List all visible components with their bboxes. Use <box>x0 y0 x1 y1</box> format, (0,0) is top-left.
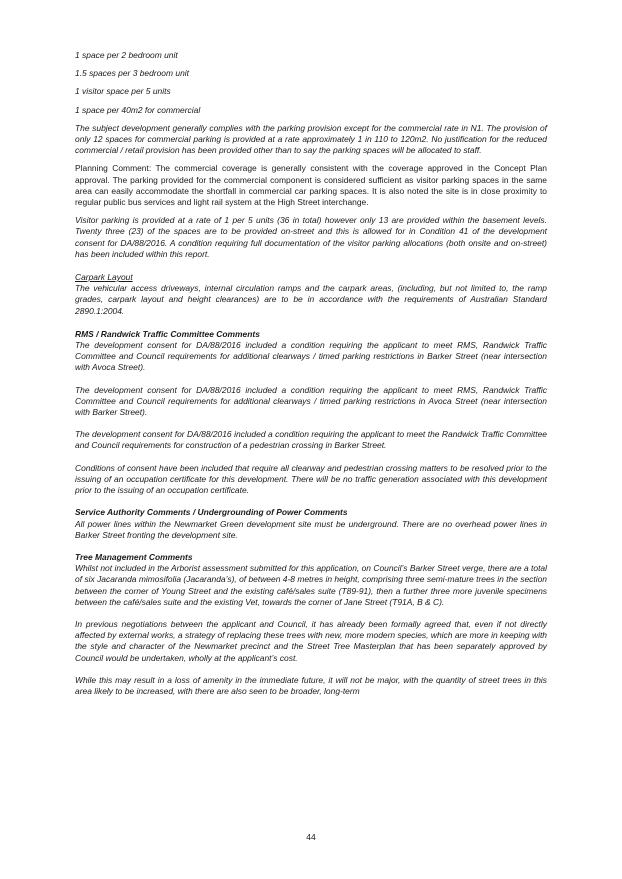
parking-rate-4: 1 space per 40m2 for commercial <box>75 104 201 115</box>
tree-paragraph-2: In previous negotiations between the applicant and Council, it has already been formally agreed that, even if not directly affected by external works, a strategy of replacing these trees with new, more modern species, which are more in keeping with the style and character of the Newmarket precinct and the Street Tree Masterplan that has been separately approved by Council would be undertaken, wholly at the applicant’s cost. <box>75 618 547 663</box>
service-authority-heading: Service Authority Comments / Undergrounding of Power Comments <box>75 507 348 518</box>
parking-rate-1: 1 space per 2 bedroom unit <box>75 50 178 60</box>
rms-paragraph-3: The development consent for DA/88/2016 included a condition requiring the applicant to meet the Randwick Traffic Committee and Council requirements for construction of a pedestrian crossing in Barker Street. <box>75 429 547 451</box>
rms-heading: RMS / Randwick Traffic Committee Comments <box>75 328 260 339</box>
rms-paragraph-1: The development consent for DA/88/2016 included a condition requiring the applicant to meet RMS, Randwick Traffic Committee and Council requirements for additional clearways / timed parking restrictions in Barker Street (near intersection with Avoca Street). <box>75 340 547 373</box>
tree-management-heading: Tree Management Comments <box>75 551 193 562</box>
carpark-layout-text: The vehicular access driveways, internal circulation ramps and the carpark areas, (including, but not limited to, the ramp grades, carpark layout and height clearances) are to be in accordance with the requirements of Australian Standard 2890.1:2004. <box>75 283 547 316</box>
parking-rate-3: 1 visitor space per 5 units <box>75 86 171 97</box>
document-page <box>75 50 547 697</box>
tree-paragraph-1: Whilst not included in the Arborist assessment submitted for this application, on Council’s Barker Street verge, there are a total of six Jacaranda mimosifolia (Jacaranda’s), of between 4-8 metres in height, comprising three semi-mature trees in the section between the corner of Young Street and the existing café/sales suite (T89-91), then a further three more juvenile specimens between the café/sales suite and the existing Vet, towards the corner of Jane Street (T91A, B & C). <box>75 563 547 607</box>
page-number: 44 <box>306 832 316 842</box>
parking-rate-2: 1.5 spaces per 3 bedroom unit <box>75 68 189 79</box>
tree-paragraph-3: While this may result in a loss of amenity in the immediate future, it will not be major, with the quantity of street trees in this area likely to be increased, with there are also seen to be broader, long-term <box>75 674 547 696</box>
carpark-layout-heading: Carpark Layout <box>75 272 133 283</box>
compliance-paragraph: The subject development generally complies with the parking provision except for the commercial rate in N1. The provision of only 12 spaces for commercial parking is provided at a rate approximately 1 in 110 to 120m2. No justification for the reduced commercial / retail provision has been provided other than to say the parking spaces will be allocated to staff. <box>75 122 547 156</box>
rms-paragraph-4: Conditions of consent have been included that require all clearway and pedestrian crossing matters to be resolved prior to the issuing of an occupation certificate for this development. There will be no traffic generation associated with this development prior to the issuing of an occupation certificate. <box>75 462 547 496</box>
planning-comment-paragraph: Planning Comment: The commercial coverage is generally consistent with the coverage approved in the Concept Plan approval. The parking provided for the commercial component is considered sufficient as visitor parking spaces in the same area can easily accommodate the shortfall in commercial car parking spaces. It is also noted the site is in close proximity to regular public bus services and light rail system at the High Street interchange. <box>75 163 547 208</box>
rms-paragraph-2: The development consent for DA/88/2016 included a condition requiring the applicant to meet RMS, Randwick Traffic Committee and Council requirements for additional clearways / timed parking restrictions in Avoca Street (near intersection with Barker Street). <box>75 384 547 418</box>
visitor-parking-paragraph: Visitor parking is provided at a rate of 1 per 5 units (36 in total) however only 13 are provided within the basement levels. Twenty three (23) of the spaces are to be provided on-street and this is allowed for in Condition 41 of the development consent for DA/88/2016. A condition requiring full documentation of the visitor parking allocations (both onsite and on-street) has been included within this report. <box>75 215 547 259</box>
service-authority-text: All power lines within the Newmarket Green development site must be underground. There are no overhead power lines in Barker Street fronting the development site. <box>75 518 547 540</box>
